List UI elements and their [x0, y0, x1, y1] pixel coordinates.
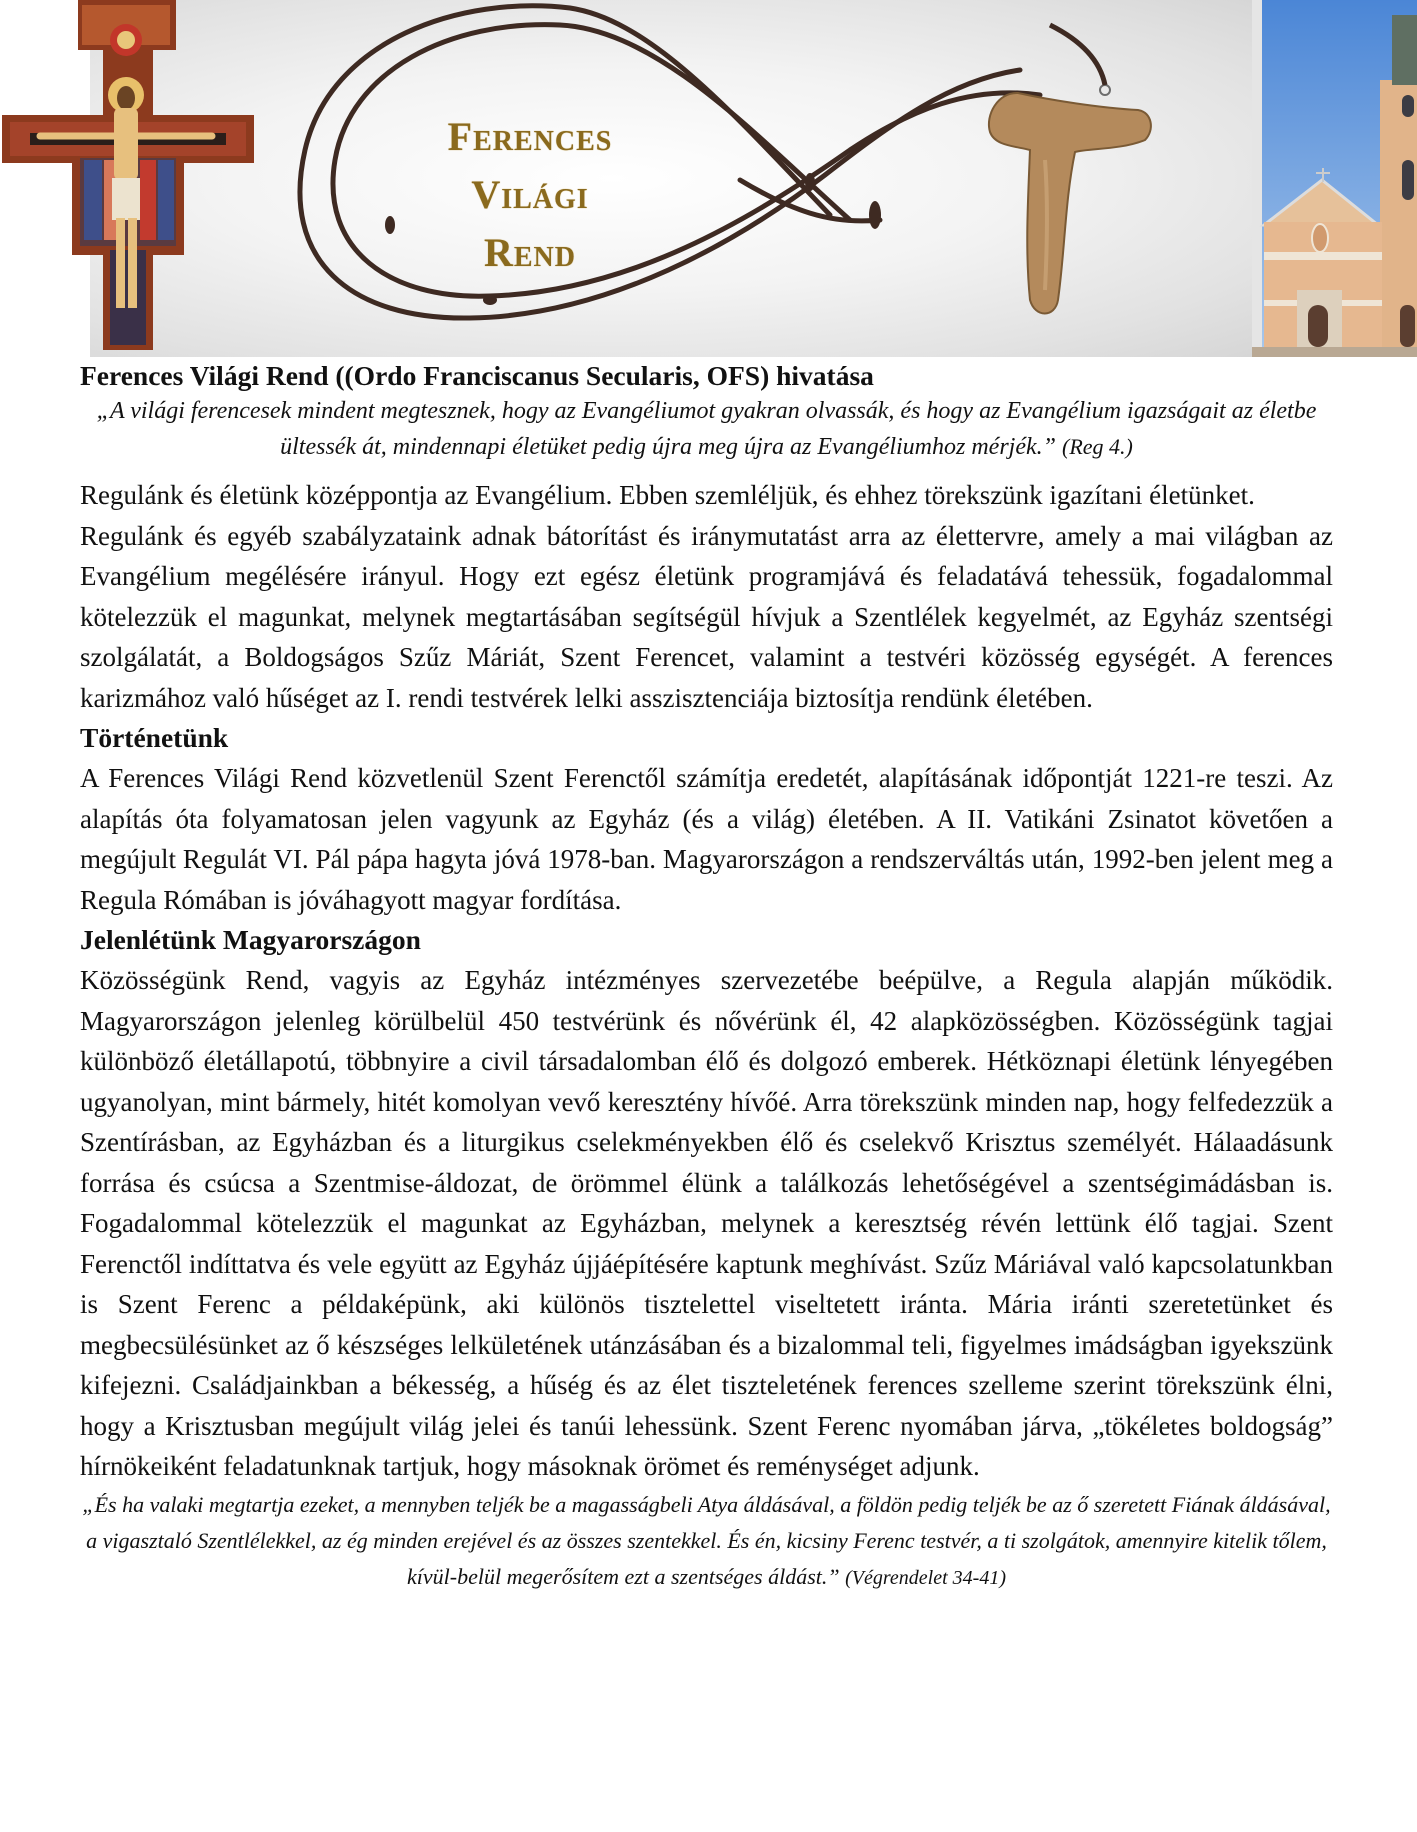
header-banner [0, 0, 1417, 357]
section-heading-history: Történetünk [80, 722, 229, 753]
closing-quote [80, 1487, 1333, 1596]
page-title: Ferences Világi Rend ((Ordo Franciscanus Secularis, OFS) hivatása [80, 360, 874, 391]
intro-quote [80, 394, 1333, 465]
closing-quote-text: „És ha valaki megtartja ezeket, a mennyben teljék be a magasságbeli Atya áldásával, a földön pedig teljék be az ő szeretett Fiának áldásával, a vigasztaló Szentlélekkel, az ég minden erejével és az összes szentekkel. És én, kicsiny Ferenc testvér, a ti szolgátok, amennyire kitelik tőlem, kívül-belül megerősítem ezt a szentséges áldást.” [82, 1491, 1331, 1589]
banner-title-line-2: Világi [471, 172, 589, 217]
banner-title [400, 108, 660, 282]
closing-quote-reference: (Végrendelet 34-41) [845, 1566, 1006, 1589]
intro-paragraph-1: Regulánk és életünk középpontja az Evangélium. Ebben szemléljük, és ehhez törekszünk igazítani életünket. [80, 480, 1255, 510]
history-paragraph: A Ferences Világi Rend közvetlenül Szent Ferenctől számítja eredetét, alapításának időpontját 1221-re teszi. Az alapítás óta folyamatosan jelen vagyunk az Egyház (és a világ) életében. A II. Vatikáni Zsinatot követően a megújult Regulát VI. Pál pápa hagyta jóvá 1978-ban. Magyarországon a rendszerváltás után, 1992-ben jelent meg a Regula Rómában is jóváhagyott magyar fordítása. [80, 763, 1333, 915]
church-facade-image [1252, 0, 1417, 357]
intro-quote-text: „A világi ferencesek mindent megtesznek, hogy az Evangéliumot gyakran olvassák, és hogy az Evangélium igazságait az életbe ültessék át, mindennapi életüket pedig újra meg újra az Evangéliumhoz mérjék.” [96, 398, 1317, 460]
presence-paragraph: Közösségünk Rend, vagyis az Egyház intézményes szervezetébe beépülve, a Regula alapján működik. Magyarországon jelenleg körülbelül 450 testvérünk és nővérünk él, 42 alapközösségben. Közösségünk tagjai különböző életállapotú, többnyire a civil társadalomban élő és dolgozó emberek. Hétköznapi életünk lényegében ugyanolyan, mint bármely, hitét komolyan vevő keresztény hívőé. Arra törekszünk minden nap, hogy felfedezzük a Szentírásban, az Egyházban és a liturgikus cselekményekben élő és cselekvő Krisztus személyét. Hálaadásunk forrása és csúcsa a Szentmise-áldozat, de örömmel élünk a találkozás lehetőségével a szentségimádásban is. Fogadalommal kötelezzük el magunkat az Egyházban, melynek a keresztség révén lettünk élő tagjai. Szent Ferenctől indíttatva és vele együtt az Egyház újjáépítésére kaptunk meghívást. Szűz Máriával való kapcsolatunkban is Szent Ferenc a példaképünk, aki különös tisztelettel viseltetett iránta. Mária iránti szeretetünket és megbecsülésünket az ő készséges lelkületének utánzásában és a bizalommal teli, figyelmes imádságban igyekszünk kifejezni. Családjainkban a békesség, a hűség és az élet tiszteletének ferences szelleme szerint törekszünk élni, hogy a Krisztusban megújult világ jelei és tanúi lehessünk. Szent Ferenc nyomában járva, „tökéletes boldogság” hírnökeiként feladatunknak tartjuk, hogy másoknak örömet és reménységet adjunk. [80, 965, 1333, 1481]
tau-cross-icon [989, 25, 1151, 314]
section-heading-presence: Jelenlétünk Magyarországon [80, 924, 421, 955]
san-damiano-crucifix-image [0, 0, 260, 357]
intro-paragraph-2: Regulánk és egyéb szabályzataink adnak bátorítást és iránymutatást arra az élettervre, amely a mai világban az Evangélium megélésére irányul. Hogy ezt egész életünk programjává és feladatává tehessük, fogadalommal kötelezzük el magunkat, melynek megtartásában segítségül hívjuk a Szentlélek kegyelmét, az Egyház szentségi szolgálatát, a Boldogságos Szűz Máriát, Szent Ferencet, valamint a testvéri közösség egységét. A ferences karizmához való hűséget az I. rendi testvérek lelki asszisztenciája biztosítja rendünk életében. [80, 520, 1333, 713]
document-body [80, 358, 1333, 1596]
intro-quote-reference: (Reg 4.) [1062, 434, 1133, 459]
banner-title-line-1: Ferences [447, 114, 613, 159]
banner-title-line-3: Rend [483, 230, 576, 275]
tau-cross-cord-image [90, 0, 1252, 357]
